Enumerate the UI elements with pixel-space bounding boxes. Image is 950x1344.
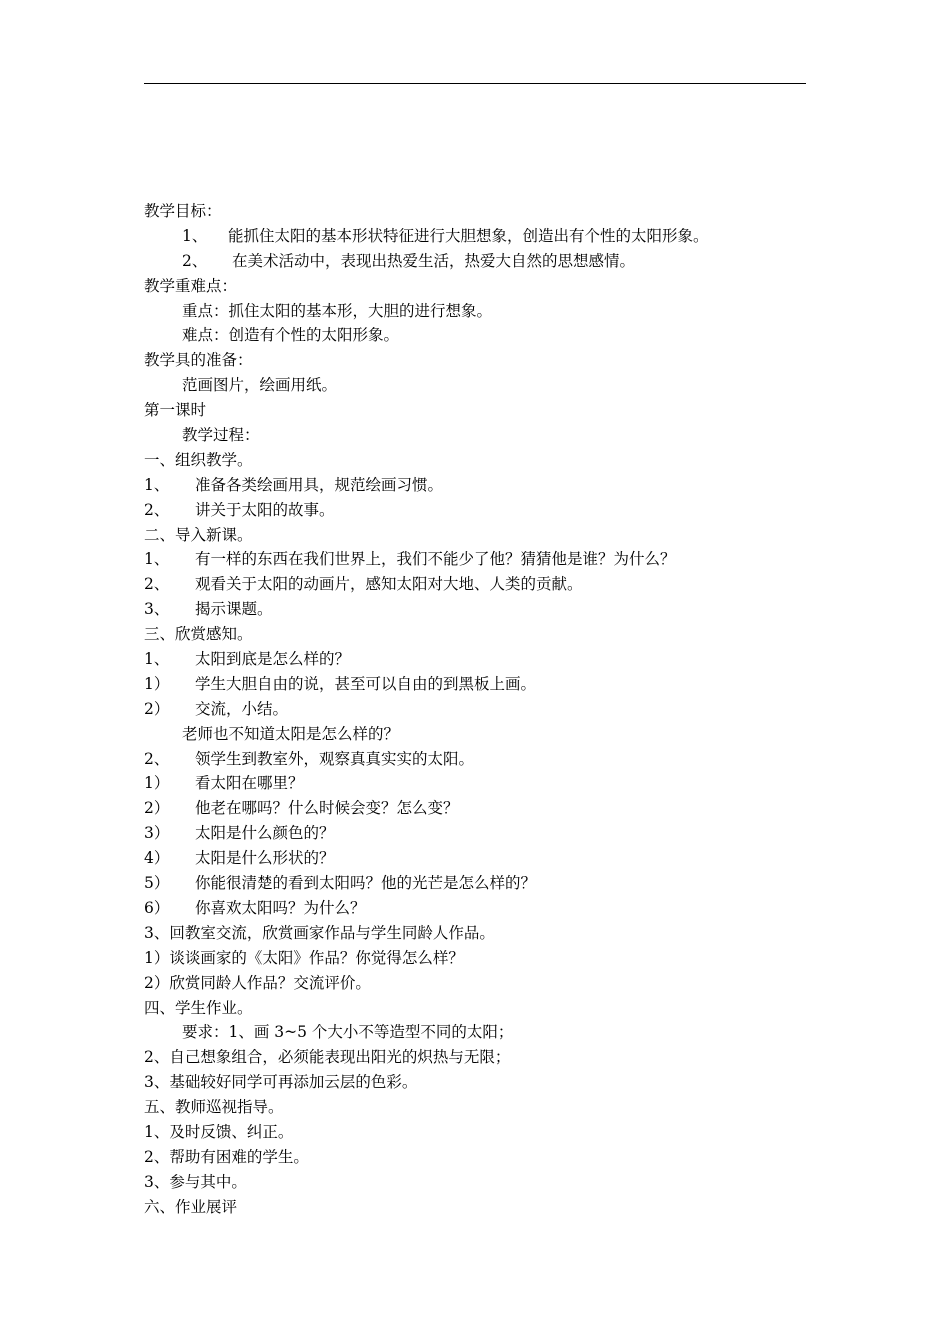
sub-item (144, 896, 824, 921)
item-number: 2） (144, 799, 170, 818)
list-item: 3、基础较好同学可再添加云层的色彩。 (144, 1073, 418, 1092)
item-number: 5） (144, 874, 170, 893)
item-number: 1） (144, 774, 170, 793)
list-item: 1、及时反馈、纠正。 (144, 1122, 294, 1141)
item-text: 他老在哪吗？什么时候会变？怎么变？ (195, 799, 459, 818)
item-text: 准备各类绘画用具，规范绘画习惯。 (195, 475, 444, 494)
sub-item (144, 821, 824, 846)
item-number: 4） (144, 849, 170, 868)
item-number: 1、 (144, 550, 170, 569)
goal-item (144, 249, 824, 274)
item-text: 揭示课题。 (195, 600, 273, 619)
item-number: 2、 (144, 749, 170, 768)
materials-text: 范画图片，绘画用纸。 (182, 376, 338, 395)
item-number: 2、 (144, 500, 170, 519)
item-text: 你能很清楚的看到太阳吗？他的光芒是怎么样的？ (195, 874, 537, 893)
item-number: 2、 (144, 575, 170, 594)
header-rule (144, 83, 806, 84)
list-item (144, 473, 824, 498)
item-number: 2、 (182, 251, 208, 270)
sub-item: 2）欣赏同龄人作品？交流评价。 (144, 973, 371, 992)
item-number: 6） (144, 898, 170, 917)
list-item: 2、帮助有困难的学生。 (144, 1147, 309, 1166)
heading-key-points: 教学重难点： (144, 276, 238, 295)
heading-goals: 教学目标： (144, 202, 222, 220)
item-text: 讲关于太阳的故事。 (195, 500, 335, 519)
section-heading: 三、欣赏感知。 (144, 625, 253, 644)
item-number: 3） (144, 824, 170, 843)
sub-item (144, 771, 824, 796)
list-item (144, 572, 824, 597)
sub-item: 1）谈谈画家的《太阳》作品？你觉得怎么样？ (144, 948, 464, 967)
goal-item (144, 224, 824, 249)
item-text: 看太阳在哪里？ (195, 774, 304, 793)
sub-item (144, 697, 824, 722)
item-text: 观看关于太阳的动画片，感知太阳对大地、人类的贡献。 (195, 575, 583, 594)
item-text: 太阳到底是怎么样的？ (195, 650, 351, 669)
item-text: 能抓住太阳的基本形状特征进行大胆想象，创造出有个性的太阳形象。 (228, 226, 709, 245)
item-number: 1、 (144, 650, 170, 669)
item-text: 领学生到教室外，观察真真实实的太阳。 (195, 749, 475, 768)
sub-item (144, 796, 824, 821)
section-heading: 六、作业展评 (144, 1197, 238, 1216)
section-heading: 五、教师巡视指导。 (144, 1098, 284, 1117)
item-number: 1、 (182, 226, 208, 245)
sub-item (144, 846, 824, 871)
list-item (144, 647, 824, 672)
requirement-text: 要求：1、画 3~5 个大小不等造型不同的太阳； (182, 1023, 514, 1042)
sub-item (144, 871, 824, 896)
heading-process: 教学过程： (182, 426, 260, 445)
section-heading: 二、导入新课。 (144, 525, 253, 544)
section-heading: 四、学生作业。 (144, 998, 253, 1017)
item-number: 1、 (144, 475, 170, 494)
document-body (144, 199, 824, 1220)
item-number: 2） (144, 699, 170, 718)
list-item (144, 547, 824, 572)
item-text: 交流，小结。 (195, 699, 289, 718)
section-heading: 一、组织教学。 (144, 450, 253, 469)
item-number: 1） (144, 674, 170, 693)
list-item (144, 747, 824, 772)
list-item: 3、回教室交流，欣赏画家作品与学生同龄人作品。 (144, 923, 495, 942)
item-text: 你喜欢太阳吗？为什么？ (195, 898, 366, 917)
item-text: 在美术活动中，表现出热爱生活，热爱大自然的思想感情。 (232, 251, 636, 270)
lesson-title: 第一课时 (144, 401, 207, 420)
item-text: 太阳是什么形状的？ (195, 849, 335, 868)
item-text: 有一样的东西在我们世界上，我们不能少了他？猜猜他是谁？为什么？ (195, 550, 676, 569)
list-item (144, 498, 824, 523)
paragraph-text: 老师也不知道太阳是怎么样的？ (182, 724, 400, 743)
key-point: 重点：抓住太阳的基本形，大胆的进行想象。 (182, 301, 493, 320)
sub-item (144, 672, 824, 697)
item-text: 太阳是什么颜色的？ (195, 824, 335, 843)
item-text: 学生大胆自由的说，甚至可以自由的到黑板上画。 (195, 674, 537, 693)
difficult-point: 难点：创造有个性的太阳形象。 (182, 326, 400, 345)
list-item (144, 597, 824, 622)
list-item: 2、自己想象组合，必须能表现出阳光的炽热与无限； (144, 1048, 511, 1067)
heading-materials: 教学具的准备： (144, 351, 253, 370)
item-number: 3、 (144, 600, 170, 619)
list-item: 3、参与其中。 (144, 1172, 247, 1191)
